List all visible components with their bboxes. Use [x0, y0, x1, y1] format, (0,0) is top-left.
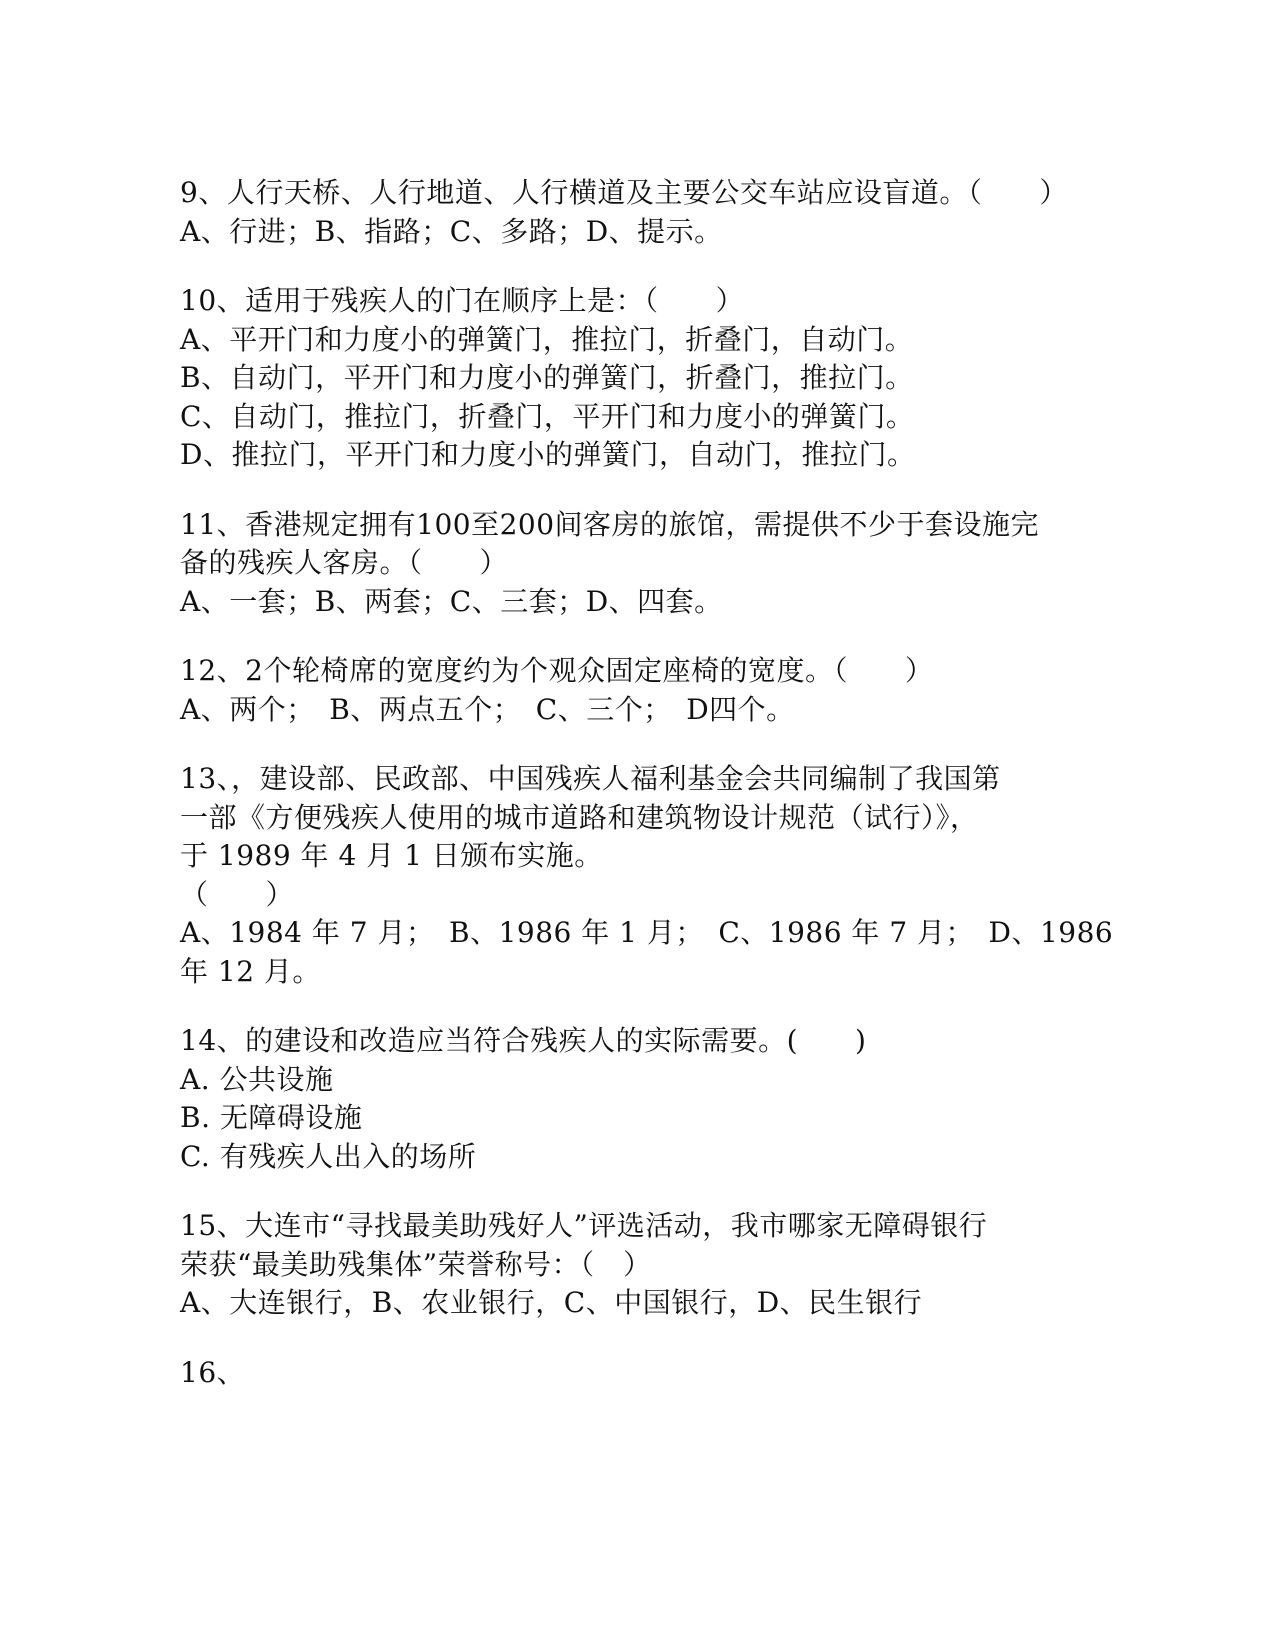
answer-options: A、两个； B、两点五个； C、三个； D四个。 — [180, 692, 795, 726]
question-10 — [180, 282, 1080, 475]
answer-option-a: A、平开门和力度小的弹簧门，推拉门，折叠门，自动门。 — [180, 322, 914, 356]
answer-option-c: C. 有残疾人出入的场所 — [180, 1139, 477, 1173]
question-text: 12、2个轮椅席的宽度约为个观众固定座椅的宽度。（ ） — [180, 654, 934, 687]
question-16 — [180, 1354, 1080, 1393]
question-14 — [180, 1022, 1080, 1176]
answer-options-continued: 年 12 月。 — [180, 954, 321, 988]
question-11 — [180, 506, 1080, 622]
answer-option-c: C、自动门，推拉门，折叠门，平开门和力度小的弹簧门。 — [180, 399, 915, 433]
answer-blank: （ ） — [180, 877, 295, 911]
answer-options: A、行进；B、指路；C、多路；D、提示。 — [180, 214, 723, 248]
question-text: 15、大连市“寻找最美助残好人”评选活动，我市哪家无障碍银行 — [180, 1209, 988, 1242]
answer-options: A、一套；B、两套；C、三套；D、四套。 — [180, 584, 723, 618]
answer-option-b: B、自动门，平开门和力度小的弹簧门，折叠门，推拉门。 — [180, 361, 914, 394]
question-text-continued: 一部《方便残疾人使用的城市道路和建筑物设计规范（试行）》， — [180, 800, 979, 834]
question-text: 11、香港规定拥有100至200间客房的旅馆，需提供不少于套设施完 — [180, 507, 1040, 541]
question-9 — [180, 174, 1080, 251]
answer-options: A、大连银行，B、农业银行，C、中国银行，D、民生银行 — [180, 1286, 923, 1319]
question-13 — [180, 760, 1114, 991]
answer-options: A、1984 年 7 月； B、1986 年 1 月； C、1986 年 7 月； D、1986 — [180, 916, 1114, 949]
question-text: 9、人行天桥、人行地道、人行横道及主要公交车站应设盲道。（ ） — [180, 176, 1068, 209]
answer-option-b: B. 无障碍设施 — [180, 1101, 363, 1134]
question-text-continued: 备的残疾人客房。（ ） — [180, 546, 509, 579]
question-text: 16、 — [180, 1355, 246, 1389]
question-15 — [180, 1207, 1080, 1323]
question-text-continued: 荣获“最美助残集体”荣誉称号：（ ） — [180, 1247, 652, 1281]
answer-option-d: D、推拉门，平开门和力度小的弹簧门，自动门，推拉门。 — [180, 438, 916, 471]
question-text: 14、的建设和改造应当符合残疾人的实际需要。( ) — [180, 1024, 867, 1057]
question-text: 13、，建设部、民政部、中国残疾人福利基金会共同编制了我国第 — [180, 762, 1001, 795]
question-12 — [180, 652, 1080, 729]
question-text-continued: 于 1989 年 4 月 1 日颁布实施。 — [180, 839, 603, 872]
answer-option-a: A. 公共设施 — [180, 1062, 334, 1096]
question-text: 10、适用于残疾人的门在顺序上是：（ ） — [180, 284, 745, 317]
question-list — [180, 174, 1114, 1423]
